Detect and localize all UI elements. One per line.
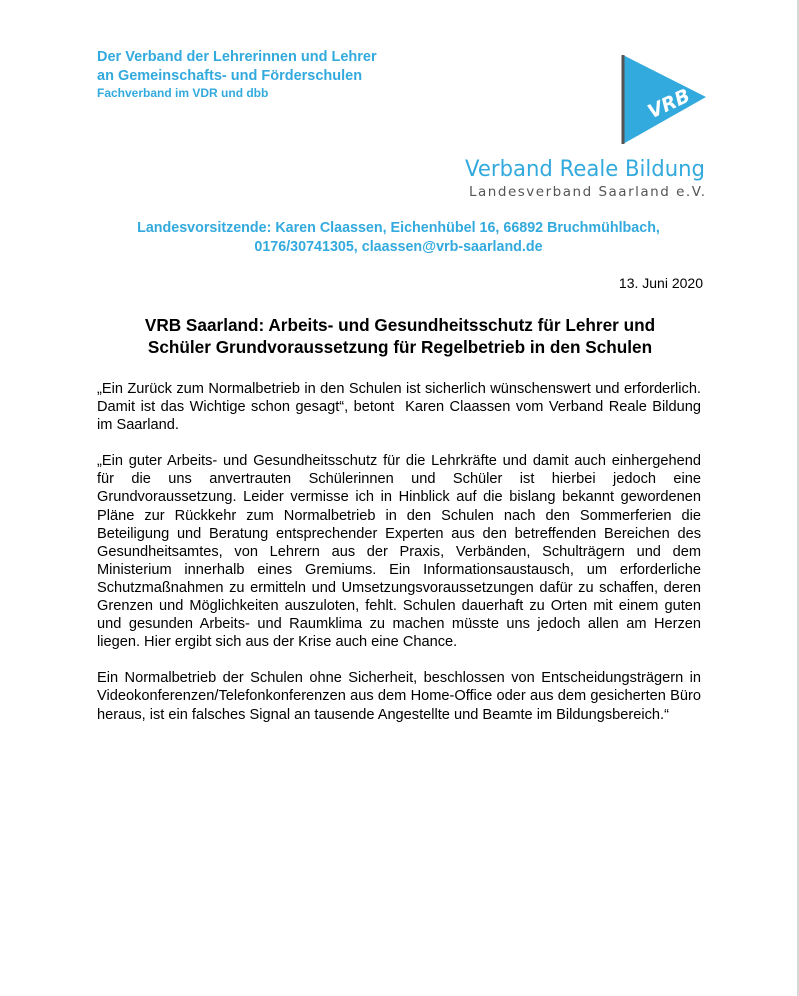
logo-mark-text: VRB — [644, 84, 694, 124]
paragraph-2: „Ein guter Arbeits- und Gesundheitsschutz für die Lehrkräfte und damit auch einhergehend für die uns anvertrauten Schülerinnen und Schüler ist hierbei jedoch eine Grundvoraussetzung. Leider vermisse ich in Hinblick auf die bislang bekannt gewordenen Pläne zur Rückkehr zum Normalbetrieb in den Schulen nach den Sommerferien die Beteiligung und Beratung entsprechender Experten aus den betreffenden Bereichen des Gesundheitsamtes, von Lehrern aus der Praxis, Verbänden, Schulträgern und dem Ministerium innerhalb eines Gremiums. Ein Informationsaustausch, um erforderliche Schutzmaßnahmen zu ermitteln und Umsetzungsvoraussetzungen dafür zu schaffen, deren Grenzen und Möglichkeiten auszuloten, fehlt. Schulen dauerhaft zu Orten mit einem guten und gesunden Arbeits- und Raumklima zu machen müsste uns jedoch allen am Herzen liegen. Hier ergibt sich aus der Krise auch eine Chance. — [97, 453, 710, 651]
contact-line1: Landesvorsitzende: Karen Claassen, Eichenhübel 16, 66892 Bruchmühlbach, — [137, 220, 660, 236]
logo-name: Verband Reale Bildung — [465, 157, 705, 182]
press-release-headline — [97, 314, 703, 358]
body-text — [97, 380, 710, 742]
document-date: 13. Juni 2020 — [618, 275, 703, 291]
vrb-logo-graphic — [440, 52, 710, 200]
org-affiliation: Fachverband im VDR und dbb — [97, 86, 269, 100]
logo-subtitle: Landesverband Saarland e.V. — [469, 184, 705, 200]
contact-block — [97, 219, 700, 257]
paragraph-1: „Ein Zurück zum Normalbetrieb in den Schulen ist sicherlich wünschenswert und erforderlich. Damit ist das Wichtige schon gesagt“, betont Karen Claassen vom Verband Reale Bildung im Saarland. — [97, 381, 706, 434]
paragraph-3: Ein Normalbetrieb der Schulen ohne Sicherheit, beschlossen von Entscheidungsträgern in Videokonferenzen/Telefonkonferenzen aus dem Home-Office oder aus dem gesicherten Büro heraus, ist ein falsches Signal an tausende Angestellte und Beamte im Bildungsbereich.“ — [97, 670, 706, 723]
vrb-logo — [440, 52, 710, 200]
org-name-line2: an Gemeinschafts- und Förderschulen — [97, 68, 363, 84]
org-name-line1: Der Verband der Lehrerinnen und Lehrer — [97, 49, 377, 65]
headline-line2: Schüler Grundvoraussetzung für Regelbetrieb in den Schulen — [147, 337, 653, 357]
contact-line2: 0176/30741305, claassen@vrb-saarland.de — [254, 239, 543, 255]
headline-line1: VRB Saarland: Arbeits- und Gesundheitsschutz für Lehrer und — [144, 315, 656, 335]
